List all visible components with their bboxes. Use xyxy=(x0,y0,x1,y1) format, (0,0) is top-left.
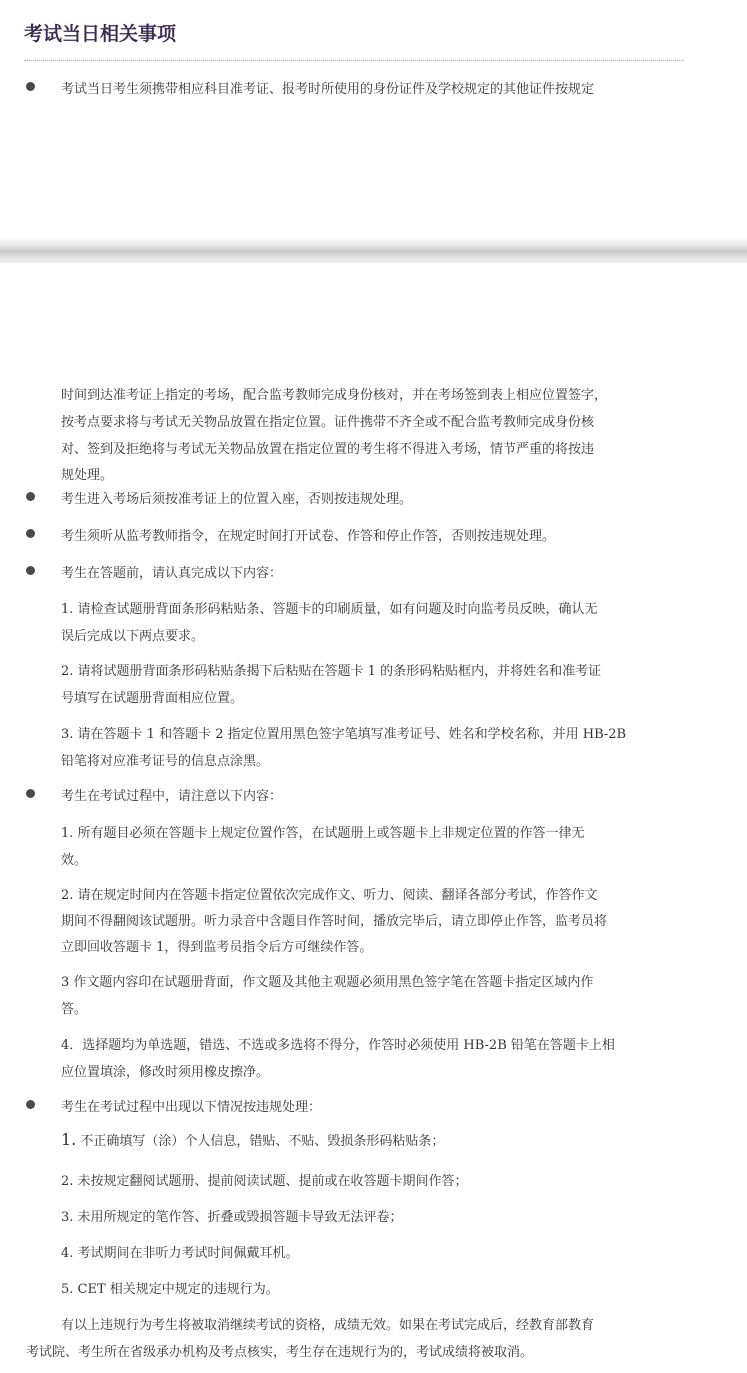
rule-text-instructions: 考生须听从监考教师指令，在规定时间打开试卷、作答和停止作答，否则按违规处理。 xyxy=(61,529,556,544)
violation-item-number: 1. xyxy=(61,1130,77,1149)
closing-line: 考试院、考生所在省级承办机构及考点核实，考生存在违规行为的，考试成绩将被取消。 xyxy=(26,1345,534,1360)
sub-item-line: 2. 请在规定时间内在答题卡指定位置依次完成作文、听力、阅读、翻译各部分考试，作答作文 xyxy=(61,888,598,903)
title-divider xyxy=(24,60,684,61)
continuation-line: 规处理。 xyxy=(61,468,114,483)
page-break-shadow xyxy=(0,237,747,263)
sub-item-line: 3. 请在答题卡 1 和答题卡 2 指定位置用黑色签字笔填写准考证号、姓名和学校名称，并用 HB-2B xyxy=(61,727,627,742)
bullet-dot xyxy=(26,492,35,501)
violation-item: 4. 考试期间在非听力考试时间佩戴耳机。 xyxy=(61,1246,299,1261)
violation-item-text: 不正确填写（涂）个人信息，错贴、不贴、毁损条形码粘贴条； xyxy=(80,1134,445,1149)
sub-item-line: 立即回收答题卡 1，得到监考员指令后方可继续作答。 xyxy=(61,940,373,955)
violation-item: 5. CET 相关规定中规定的违规行为。 xyxy=(61,1282,279,1297)
continuation-line: 按考点要求将与考试无关物品放置在指定位置。证件携带不齐全或不配合监考教师完成身份核 xyxy=(61,415,595,430)
sub-item-line: 1. 请检查试题册背面条形码粘贴条、答题卡的印刷质量，如有问题及时向监考员反映，确认无 xyxy=(61,602,598,617)
sub-item-line: 效。 xyxy=(61,853,88,868)
violation-item: 2. 未按规定翻阅试题册、提前阅读试题、提前或在收答题卡期间作答； xyxy=(61,1174,468,1189)
sub-item-line: 应位置填涂，修改时须用橡皮擦净。 xyxy=(61,1065,270,1080)
sub-item-line: 1. 所有题目必须在答题卡上规定位置作答，在试题册上或答题卡上非规定位置的作答一律无 xyxy=(61,826,585,841)
sub-item-line: 答。 xyxy=(61,1002,88,1017)
violation-item: 3. 未用所规定的笔作答、折叠或毁损答题卡导致无法评卷； xyxy=(61,1210,403,1225)
rule-text-violations: 考生在考试过程中出现以下情况按违规处理： xyxy=(61,1100,322,1115)
sub-item-line: 4．选择题均为单选题，错选、不选或多选将不得分，作答时必须使用 HB-2B 铅笔在答题卡上相 xyxy=(61,1038,615,1053)
sub-item-line: 误后完成以下两点要求。 xyxy=(61,629,205,644)
closing-line: 有以上违规行为考生将被取消继续考试的资格，成绩无效。如果在考试完成后，经教育部教育 xyxy=(61,1318,595,1333)
sub-item-line: 期间不得翻阅该试题册。听力录音中含题目作答时间，播放完毕后，请立即停止作答，监考员将 xyxy=(61,914,608,929)
bullet-dot xyxy=(26,82,35,91)
rule-text-seating: 考生进入考场后须按准考证上的位置入座，否则按违规处理。 xyxy=(61,492,413,507)
bullet-dot xyxy=(26,566,35,575)
bullet-dot xyxy=(26,529,35,538)
sub-item-line: 号填写在试题册背面相应位置。 xyxy=(61,691,244,706)
bullet-dot xyxy=(26,789,35,798)
violation-item xyxy=(61,1130,444,1149)
continuation-line: 时间到达准考证上指定的考场，配合监考教师完成身份核对，并在考场签到表上相应位置签字， xyxy=(61,388,608,403)
bullet-dot xyxy=(26,1100,35,1109)
sub-item-line: 3 作文题内容印在试题册背面，作文题及其他主观题必须用黑色签字笔在答题卡指定区域内作 xyxy=(61,975,594,990)
rule-text-during-exam: 考生在考试过程中，请注意以下内容： xyxy=(61,789,283,804)
page-title: 考试当日相关事项 xyxy=(24,23,177,45)
continuation-line: 对、签到及拒绝将与考试无关物品放置在指定位置的考生将不得进入考场，情节严重的将按违 xyxy=(61,442,595,457)
sub-item-line: 2. 请将试题册背面条形码粘贴条揭下后粘贴在答题卡 1 的条形码粘贴框内，并将姓名和准考证 xyxy=(61,664,602,679)
rule-text-id-docs: 考试当日考生须携带相应科目准考证、报考时所使用的身份证件及学校规定的其他证件按规定 xyxy=(61,82,595,97)
rule-text-before-answering: 考生在答题前，请认真完成以下内容： xyxy=(61,566,283,581)
sub-item-line: 铅笔将对应准考证号的信息点涂黑。 xyxy=(61,754,270,769)
